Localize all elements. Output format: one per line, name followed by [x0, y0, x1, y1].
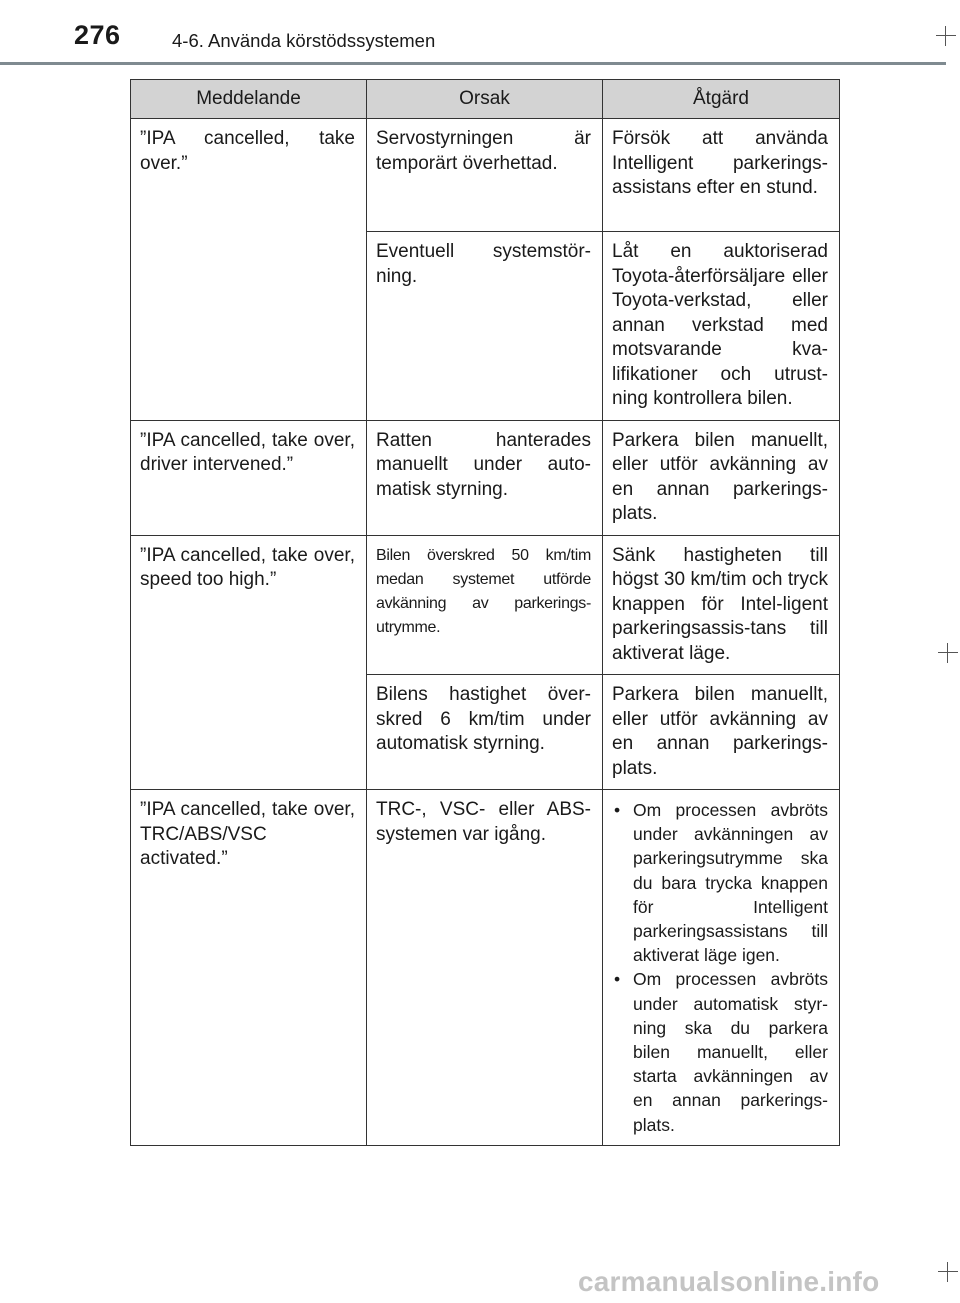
message-cell: ”IPA cancelled, take over, TRC/ABS/VSC activated.” [131, 790, 367, 1146]
header-rule [0, 62, 946, 65]
cause-text: Bilen överskred 50 km/tim medan systemet utförde avkänning av parkerings-utrymme. [376, 546, 591, 636]
table-row [131, 119, 840, 232]
action-cell: Parkera bilen manuellt, eller utför avkänning av en annan parkerings-plats. [603, 420, 840, 535]
cause-cell: Ratten hanterades manuellt under auto-matisk styrning. [367, 420, 603, 535]
cause-cell: Eventuell systemstör-ning. [367, 232, 603, 421]
table-row [131, 420, 840, 535]
cause-cell: Bilens hastighet över-skred 6 km/tim under automatisk styrning. [367, 675, 603, 790]
registration-mark-top [936, 26, 956, 46]
list-item: • Om processen avbröts under automatisk styr-ning ska du parkera bilen manuellt, eller starta avkänningen av en annan parkerings-plats. [612, 967, 828, 1136]
cause-cell: TRC-, VSC- eller ABS-systemen var igång. [367, 790, 603, 1146]
action-cell: Försök att använda Intelligent parkerings-assistans efter en stund. [603, 119, 840, 232]
column-header-message: Meddelande [131, 80, 367, 119]
action-cell: Sänk hastigheten till högst 30 km/tim och tryck knappen för Intel-ligent parkeringsassis-tans till aktiverat läge. [603, 535, 840, 675]
action-cell [603, 790, 840, 1146]
cause-cell: Servostyrningen är temporärt överhettad. [367, 119, 603, 232]
action-cell: Parkera bilen manuellt, eller utför avkänning av en annan parkerings-plats. [603, 675, 840, 790]
page-number: 276 [74, 20, 121, 50]
column-header-action: Åtgärd [603, 80, 840, 119]
list-item: • Om processen avbröts under avkänningen av parkeringsutrymme ska du bara trycka knappen för Intelligent parkeringsassistans till aktiverat läge igen. [612, 798, 828, 967]
cause-cell [367, 535, 603, 675]
action-cell: Låt en auktoriserad Toyota-återförsäljare eller Toyota-verkstad, eller annan verkstad med motsvarande kva-lifikationer och utrust-ning kontrollera bilen. [603, 232, 840, 421]
column-header-cause: Orsak [367, 80, 603, 119]
action-bullet-list [612, 798, 828, 1137]
watermark: carmanualsonline.info [578, 1266, 880, 1297]
message-cell: ”IPA cancelled, take over, driver intervened.” [131, 420, 367, 535]
message-cell: ”IPA cancelled, take over, speed too high.” [131, 535, 367, 790]
table-row [131, 790, 840, 1146]
warning-messages-table [130, 79, 840, 1146]
registration-mark-bottom [938, 1262, 958, 1282]
message-cell: ”IPA cancelled, take over.” [131, 119, 367, 421]
table-header-row [131, 80, 840, 119]
registration-mark-middle [938, 643, 958, 663]
table-row [131, 535, 840, 675]
section-title: 4-6. Använda körstödssystemen [172, 30, 436, 51]
